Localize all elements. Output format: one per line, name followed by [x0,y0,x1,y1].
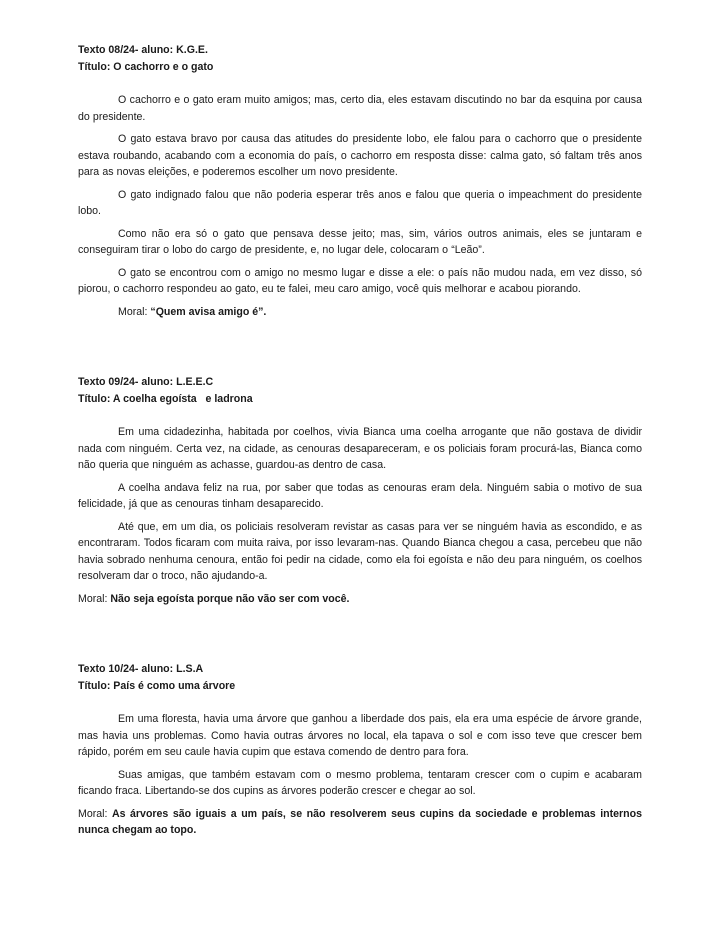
story-paragraph: O cachorro e o gato eram muito amigos; mas, certo dia, eles estavam discutindo no bar da esquina por causa do presidente. [78,94,642,123]
story-paragraph: O gato se encontrou com o amigo no mesmo lugar e disse a ele: o país não mudou nada, em vez disso, só piorou, o cachorro respondeu ao gato, eu te falei, meu caro amigo, você quis melhorar e acabou piorando. [78,266,642,295]
story-paragraph: Até que, em um dia, os policiais resolveram revistar as casas para ver se ninguém havia as escondido, e as encontraram. Todos ficaram com muita raiva, por isso levaram-nas. Quando Bianca chegou a casa, percebeu que não havia sobrado nenhuma cenoura, então foi pedir na cidade, como ela foi egoísta e não deu para ninguém, os coelhos resolveram dar o troco, não ajudando-a. [78,520,642,582]
story-moral [78,591,642,608]
moral-text: “Quem avisa amigo é”. [150,305,267,318]
story-10 [78,661,642,839]
story-title: Título: A coelha egoísta e ladrona [78,392,253,405]
moral-label: Moral: [78,807,112,820]
story-paragraph: Em uma floresta, havia uma árvore que ganhou a liberdade dos pais, ela era uma espécie de árvore grande, mas havia uns problemas. Como havia outras árvores no local, ela tapava o sol e com isso teve que crescer bem rápido, porém em seu caule havia cupim que estava comendo de dentro para fora. [78,713,642,758]
story-moral [78,304,642,321]
story-paragraph: Em uma cidadezinha, habitada por coelhos, vivia Bianca uma coelha arrogante que não gostava de dividir nada com ninguém. Certa vez, na cidade, as cenouras desapareceram, e os policiais foram procurá-las, Bianca como não queria que ninguém as achasse, guardou-as dentro de casa. [78,426,642,471]
story-moral [78,806,642,839]
story-header: Texto 08/24- aluno: K.G.E. [78,44,208,56]
moral-label: Moral: [78,592,111,605]
story-paragraph: Suas amigas, que também estavam com o mesmo problema, tentaram crescer com o cupim e acabaram ficando fraca. Libertando-se dos cupins as árvores poderão crescer e chegar ao sol. [78,768,642,797]
story-paragraph: O gato indignado falou que não poderia esperar três anos e falou que queria o impeachment do presidente lobo. [78,188,642,217]
story-paragraph: O gato estava bravo por causa das atitudes do presidente lobo, ele falou para o cachorro que o presidente estava roubando, acabando com a economia do país, o cachorro em resposta disse: calma gato, só faltam três anos para as novas eleições, e poderemos escolher um novo presidente. [78,133,642,178]
moral-label: Moral: [118,305,151,318]
story-09 [78,374,642,607]
story-paragraph: A coelha andava feliz na rua, por saber que todas as cenouras eram dela. Ninguém sabia o motivo de sua felicidade, já que as cenouras tinham desaparecido. [78,481,642,510]
moral-text: As árvores são iguais a um país, se não resolverem seus cupins da sociedade e problemas internos nunca chegam ao topo. [78,807,642,836]
story-paragraph: Como não era só o gato que pensava desse jeito; mas, sim, vários outros animais, eles se juntaram e conseguiram tirar o lobo do cargo de presidente, e, no lugar dele, colocaram o “Leão”. [78,227,642,256]
story-title: Título: O cachorro e o gato [78,60,214,73]
story-header: Texto 09/24- aluno: L.E.E.C [78,376,214,388]
story-title: Título: País é como uma árvore [78,679,236,692]
story-08 [78,42,642,320]
moral-text: Não seja egoísta porque não vão ser com você. [110,592,350,605]
story-header: Texto 10/24- aluno: L.S.A [78,663,204,675]
